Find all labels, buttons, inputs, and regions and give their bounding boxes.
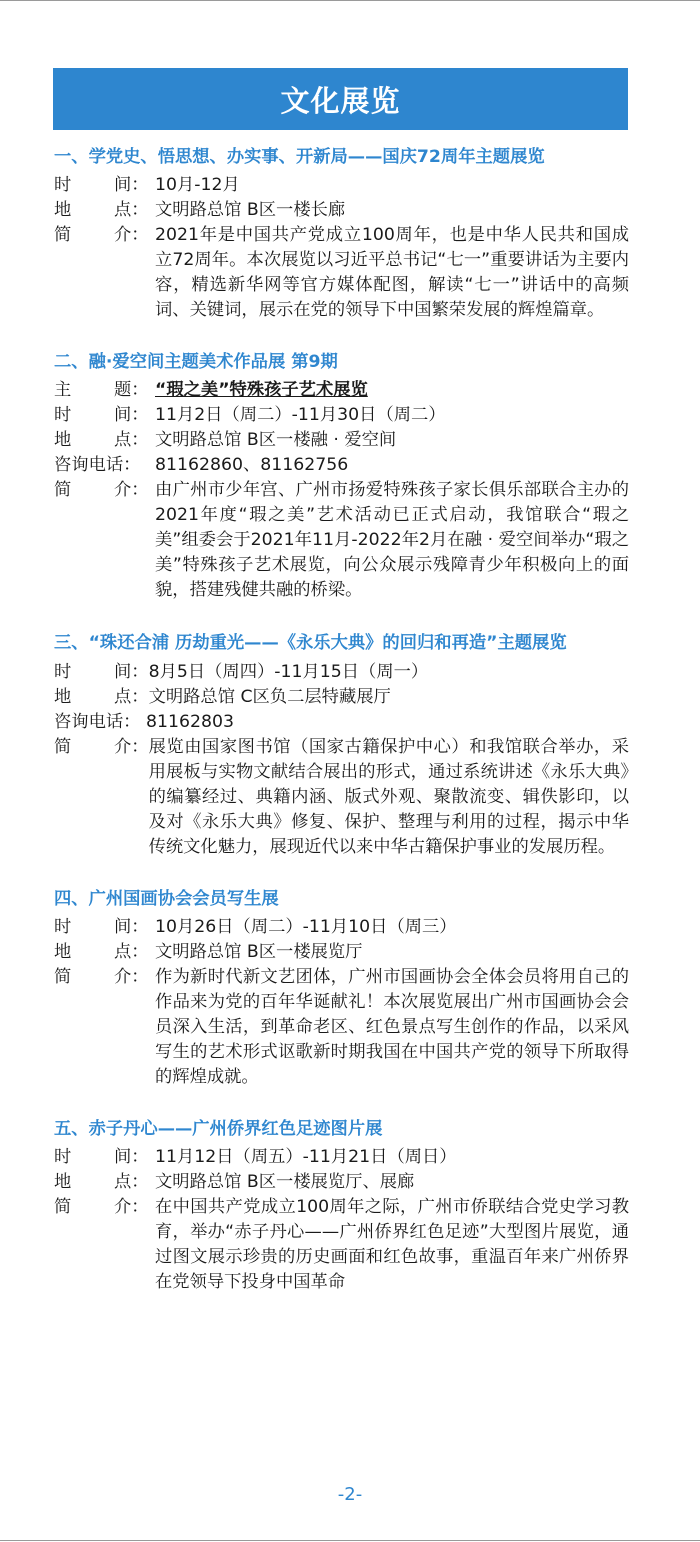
page-title: 文化展览 [280,83,401,118]
time-row: 时 间： 11月12日（周五）-11月21日（周日） [54,1145,629,1170]
exhibition-1 [54,143,629,323]
time-row: 时 间： 10月-12月 [54,173,629,198]
time-value: 10月-12月 [155,175,240,195]
phone-value: 81162860、81162756 [155,455,349,475]
phone-row: 咨询电话： 81162803 [54,710,629,735]
exhibition-title: 三、“珠还合浦 历劫重光——《永乐大典》的回归和再造”主题展览 [54,633,567,653]
bottom-divider [0,1540,700,1541]
place-value: 文明路总馆 B区一楼长廊 [155,200,346,220]
page-title-banner [53,68,628,130]
intro-row: 简 介： 2021年是中国共产党成立100周年，也是中华人民共和国成立72周年。本次展览以习近平总书记“七一”重要讲话为主要内容，精选新华网等官方媒体配图，解读“七一”讲话中的高频词、关键词，展示在党的领导下中国繁荣发展的辉煌篇章。 [54,223,629,323]
phone-value: 81162803 [146,712,234,732]
time-value: 10月26日（周二）-11月10日（周三） [155,917,457,937]
place-row: 地 点： 文明路总馆 C区负二层特藏展厅 [54,685,629,710]
intro-text: 展览由国家图书馆（国家古籍保护中心）和我馆联合举办，采用展板与实物文献结合展出的形式，通过系统讲述《永乐大典》的编纂经过、典籍内涵、版式外观、聚散流变、辑佚影印，以及对《永乐大典》修复、保护、整理与利用的过程，揭示中华传统文化魅力，展现近代以来中华古籍保护事业的发展历程。 [148,737,629,857]
exhibition-title: 一、学党史、悟思想、办实事、开新局——国庆72周年主题展览 [54,147,545,167]
place-value: 文明路总馆 B区一楼展览厅 [155,942,363,962]
exhibition-2 [54,348,629,603]
intro-text: 作为新时代新文艺团体，广州市国画协会全体会员将用自己的作品来为党的百年华诞献礼！本次展览展出广州市国画协会会员深入生活，到革命老区、红色景点写生创作的作品，以采风写生的艺术形式讴歌新时期我国在中国共产党的领导下所取得的辉煌成就。 [155,967,629,1087]
place-row: 地 点： 文明路总馆 B区一楼展览厅 [54,940,629,965]
intro-text: 由广州市少年宫、广州市扬爱特殊孩子家长俱乐部联合主办的2021年度“瑕之美”艺术活动已正式启动，我馆联合“瑕之美”组委会于2021年11月-2022年2月在融 · 爱空间举办“瑕之美”特殊孩子艺术展览，向公众展示残障青少年积极向上的面貌，搭建残健共融的桥梁。 [155,480,629,600]
intro-text: 在中国共产党成立100周年之际，广州市侨联结合党史学习教育，举办“赤子丹心——广州侨界红色足迹”大型图片展览，通过图文展示珍贵的历史画面和红色故事，重温百年来广州侨界在党领导下投身中国革命 [155,1197,629,1292]
time-value: 11月2日（周二）-11月30日（周二） [155,405,446,425]
intro-row: 简 介： 展览由国家图书馆（国家古籍保护中心）和我馆联合举办，采用展板与实物文献结合展出的形式，通过系统讲述《永乐大典》的编纂经过、典籍内涵、版式外观、聚散流变、辑佚影印，以及对《永乐大典》修复、保护、整理与利用的过程，揭示中华传统文化魅力，展现近代以来中华古籍保护事业的发展历程。 [54,735,629,860]
intro-row: 简 介： 由广州市少年宫、广州市扬爱特殊孩子家长俱乐部联合主办的2021年度“瑕之美”艺术活动已正式启动，我馆联合“瑕之美”组委会于2021年11月-2022年2月在融 · 爱空间举办“瑕之美”特殊孩子艺术展览，向公众展示残障青少年积极向上的面貌，搭建残健共融的桥梁。 [54,478,629,603]
place-row: 地 点： 文明路总馆 B区一楼长廊 [54,198,629,223]
place-value: 文明路总馆 B区一楼融 · 爱空间 [155,430,397,450]
intro-row: 简 介： 作为新时代新文艺团体，广州市国画协会全体会员将用自己的作品来为党的百年华诞献礼！本次展览展出广州市国画协会会员深入生活，到革命老区、红色景点写生创作的作品，以采风写生的艺术形式讴歌新时期我国在中国共产党的领导下所取得的辉煌成就。 [54,965,629,1090]
time-value: 8月5日（周四）-11月15日（周一） [148,662,429,682]
intro-row: 简 介： 在中国共产党成立100周年之际，广州市侨联结合党史学习教育，举办“赤子丹心——广州侨界红色足迹”大型图片展览，通过图文展示珍贵的历史画面和红色故事，重温百年来广州侨界在党领导下投身中国革命 [54,1195,629,1295]
page-number: -2- [337,1484,363,1505]
place-value: 文明路总馆 B区一楼展览厅、展廊 [155,1172,415,1192]
time-value: 11月12日（周五）-11月21日（周日） [155,1147,457,1167]
top-divider [0,0,700,1]
exhibition-5 [54,1115,629,1295]
exhibition-list [54,143,629,1320]
exhibition-title: 五、赤子丹心——广州侨界红色足迹图片展 [54,1119,383,1139]
place-row: 地 点： 文明路总馆 B区一楼融 · 爱空间 [54,428,629,453]
time-row: 时 间： 8月5日（周四）-11月15日（周一） [54,660,629,685]
place-value: 文明路总馆 C区负二层特藏展厅 [148,687,391,707]
exhibition-3 [54,628,629,860]
place-row: 地 点： 文明路总馆 B区一楼展览厅、展廊 [54,1170,629,1195]
exhibition-title: 四、广州国画协会会员写生展 [54,889,279,909]
time-row: 时 间： 11月2日（周二）-11月30日（周二） [54,403,629,428]
phone-row: 咨询电话： 81162860、81162756 [54,453,629,478]
theme-value: “瑕之美”特殊孩子艺术展览 [155,380,368,400]
exhibition-4 [54,885,629,1090]
exhibition-title: 二、融·爱空间主题美术作品展 第9期 [54,352,338,372]
intro-text: 2021年是中国共产党成立100周年，也是中华人民共和国成立72周年。本次展览以习近平总书记“七一”重要讲话为主要内容，精选新华网等官方媒体配图，解读“七一”讲话中的高频词、关键词，展示在党的领导下中国繁荣发展的辉煌篇章。 [155,225,629,320]
time-row: 时 间： 10月26日（周二）-11月10日（周三） [54,915,629,940]
theme-row: 主 题： “瑕之美”特殊孩子艺术展览 [54,380,368,400]
